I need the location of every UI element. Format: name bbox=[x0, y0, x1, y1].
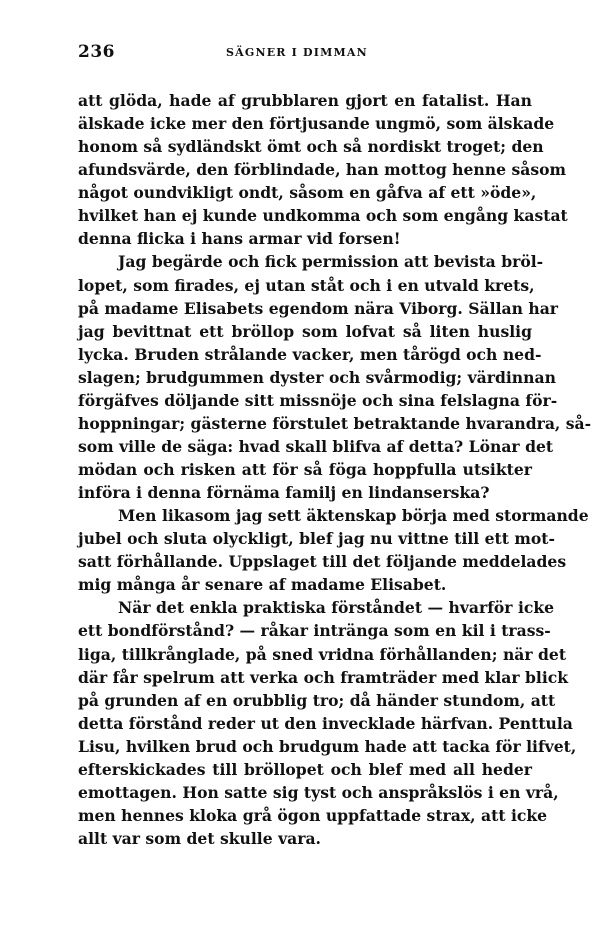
text-line: som ville de säga: hvad skall blifva af detta? Lönar det bbox=[78, 436, 554, 456]
text-line: Jag begärde och fick permission att bevista bröl- bbox=[118, 252, 544, 272]
text-line: mig många år senare af madame Elisabet. bbox=[78, 575, 447, 595]
page-header bbox=[78, 42, 530, 66]
text-line: något oundvikligt ondt, såsom en gåfva af ett »öde», bbox=[78, 183, 537, 203]
text-line: denna flicka i hans armar vid forsen! bbox=[78, 229, 401, 249]
text-line: Men likasom jag sett äktenskap börja med stormande bbox=[118, 506, 589, 526]
text-line: Lisu, hvilken brud och brudgum hade att tacka för lifvet, bbox=[78, 736, 577, 756]
text-line: där får spelrum att verka och framträder med klar blick bbox=[78, 667, 569, 687]
text-line: liga, tillkrånglade, på sned vridna förhållanden; när det bbox=[78, 644, 567, 664]
running-title: SÄGNER I DIMMAN bbox=[226, 46, 368, 59]
text-line: honom så sydländskt ömt och så nordiskt troget; den bbox=[78, 137, 544, 157]
text-line: hvilket han ej kunde undkomma och som engång kastat bbox=[78, 206, 568, 226]
text-line: afundsvärde, den förblindade, han mottog henne såsom bbox=[78, 160, 567, 180]
text-line: mödan och risken att för så föga hoppfulla utsikter bbox=[78, 460, 532, 479]
page-number: 236 bbox=[78, 42, 115, 62]
text-line: lopet, som firades, ej utan ståt och i en utvald krets, bbox=[78, 275, 535, 295]
text-line: jubel och sluta olyckligt, blef jag nu vittne till ett mot- bbox=[78, 529, 555, 549]
body-text bbox=[78, 89, 592, 850]
text-line: på grunden af en orubblig tro; då händer stundom, att bbox=[78, 690, 556, 710]
text-line: förgäfves döljande sitt missnöje och sina felslagna för- bbox=[78, 390, 558, 410]
text-line: att glöda, hade af grubblaren gjort en fatalist. Han bbox=[78, 91, 532, 110]
text-line: ett bondförstånd? — råkar inträngа som en kil i trass- bbox=[78, 621, 551, 641]
text-line: älskade icke mer den förtjusande ungmö, som älskade bbox=[78, 114, 555, 134]
text-line: satt förhållande. Uppslaget till det följande meddelades bbox=[78, 552, 567, 572]
text-line: efterskickades till bröllopet och blef med all heder bbox=[78, 759, 532, 779]
text-line: slagen; brudgummen dyster och svårmodig; värdinnan bbox=[78, 367, 556, 387]
text-line: på madame Elisabets egendom nära Viborg. Sällan har bbox=[78, 298, 559, 318]
text-line: lycka. Bruden strålande vacker, men tårögd och ned- bbox=[78, 344, 542, 364]
text-line: hoppningar; gästerne förstulet betraktande hvarandra, så- bbox=[78, 413, 592, 433]
text-line: emottagen. Hon satte sig tyst och anspråkslös i en vrå, bbox=[78, 782, 559, 802]
text-line: jag bevittnat ett bröllop som lofvat så liten huslig bbox=[78, 321, 532, 341]
text-line: allt var som det skulle vara. bbox=[78, 829, 321, 848]
text-line: men hennes kloka grå ögon uppfattade strax, att icke bbox=[78, 805, 548, 825]
text-line: införa i denna förnäma familj en lindanserska? bbox=[78, 483, 490, 503]
text-line: När det enkla praktiska förståndet — hvarför icke bbox=[118, 598, 555, 618]
text-line: detta förstånd reder ut den invecklade härfvan. Penttula bbox=[78, 713, 573, 733]
